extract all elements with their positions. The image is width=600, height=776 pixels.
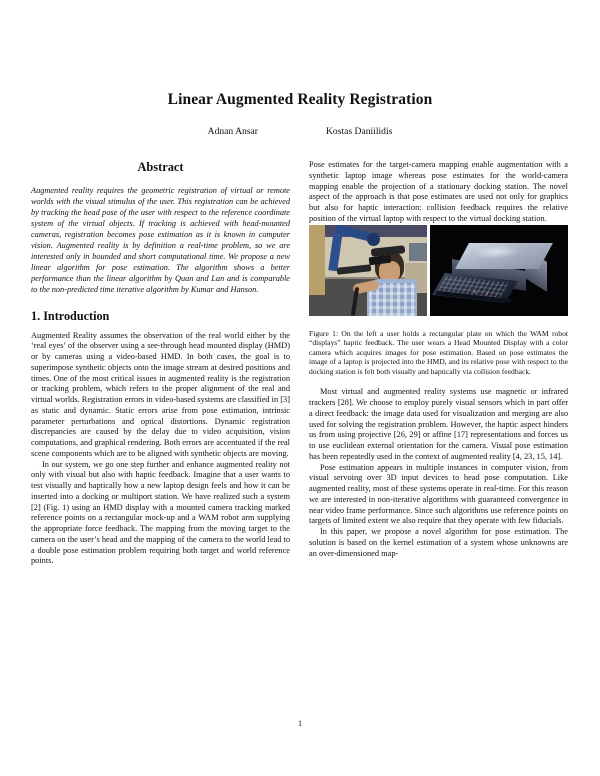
author-2: Kostas Daniilidis <box>326 126 393 138</box>
figure-1 <box>309 225 568 377</box>
abstract-text: Augmented reality requires the geometric registration of virtual or remote worlds with the visual stimulus of the user. This registration can be achieved by tracking the head pose of the user with respect to the reference coordinate system of the virtual objects. If tracking is achieved with head-mounted cameras, registration becomes pose estimation as it is known in computer vision. Augmented reality is by definition a real-time problem, so we are interested only in bounded and short computational time. We propose a new linear algorithm for pose estimation. The algorithm shows a better performance than the linear algorithm by Quan and Lan and is comparable to the non-predicted time iterative algorithm by Kumar and Hanson. <box>31 185 290 294</box>
abstract-heading: Abstract <box>137 160 184 174</box>
photo-user-hmd-robot-arm <box>309 225 427 316</box>
right-paragraph-1: Most virtual and augmented reality systems use magnetic or infrared trackers [28]. We choose to employ purely visual sensors which in part offer a direct feedback: the image data used for visualization and merging are also used for solving the registration problem. However, the haptic aspect hinders us from using projective [26, 29] or affine [17] representations and forces us to use euclidean external orientation for the camera. Visual pose estimation has been repeatedly used in the context of augmented reality [4, 23, 15, 14]. <box>309 387 568 461</box>
right-paragraph-3: In this paper, we propose a novel algorithm for pose estimation. The solution is based on the kernel estimation of a system whose unknowns are an over-dimensioned map- <box>309 527 568 558</box>
title-block <box>30 90 570 138</box>
page-number: 1 <box>297 718 303 728</box>
figure-images <box>309 225 568 316</box>
intro-paragraph-2: In our system, we go one step further and enhance augmented reality not only with visual but also with haptic feedback. Imagine that a user wants to test visually and haptically how a new laptop design feels and how it can be inserted into a docking or multiport station. We have realized such a system [2] (Fig. 1) using an HMD display with a mounted camera tracking marked reference points on a rectangular mock-up and a WAM robot arm supplying the appropriate force feedback. The mapping from the moving target to the camera on the user’s head and the mapping of the camera to the world lead to a double pose estimation problem requiring both target and world reference points. <box>31 459 290 566</box>
right-paragraph-2: Pose estimation appears in multiple instances in computer vision, from visual servoing over 3D input devices to head pose computation. Like augmented reality, most of these systems operate in real-time. For this reason we are interested in non-iterative algorithms with guaranteed convergence in near video frame performance. Since such algorithms use reference points on targets of limited extent we also require that they operate with few fiducials. <box>309 462 568 526</box>
body-columns <box>31 160 569 720</box>
author-list <box>30 126 570 138</box>
right-column <box>309 160 568 720</box>
figure-caption: Figure 1: On the left a user holds a rectangular plate on which the WAM robot “displays” haptic feedback. The user wears a Head Mounted Display with a color camera which acquires images for pose estimation. Based on pose estimates the image of a laptop is projected into the HMD, and its relative pose with respect to the docking station is felt both visually and haptically via collision feedback. <box>309 328 568 376</box>
section-heading-introduction: 1. Introduction <box>31 308 110 323</box>
author-1: Adnan Ansar <box>207 126 258 138</box>
left-column <box>31 160 290 720</box>
page-title: Linear Augmented Reality Registration <box>167 91 433 108</box>
render-laptop-docking-station <box>430 225 568 316</box>
intro-paragraph-1: Augmented Reality assumes the observation of the real world either by the ‘real eyes’ of the observer using a see-through head mounted display (HMD) or by cameras using a video-based HMD. In both cases, the goal is to superimpose synthetic objects onto the image stream at desired positions and times. One of the most critical issues in augmented reality is the registration or tracking problem, which refers to the proper alignment of the real and virtual worlds. Registration errors in video-based systems are classified in [3] as static and dynamic. Static errors arise from pose estimation, intrinsic parameter perturbations and optical distortions. Dynamic registration discrepancies are caused by the delay due to video acquisition, vision computations, and graphical rendering. Both errors are accentuated if the real scene components which are to be aligned with synthetic objects are moving. <box>31 330 290 458</box>
intro-continued-paragraph: Pose estimates for the target-camera mapping enable augmentation with a synthetic laptop image whereas pose estimates for the world-camera mapping enable the projection of a stationary docking station. The novel aspect of the approach is that pose estimates are used not only for graphics but also for haptic interaction: collision feedback requires the relative position of the virtual laptop with respect to the virtual docking station. <box>309 160 568 223</box>
